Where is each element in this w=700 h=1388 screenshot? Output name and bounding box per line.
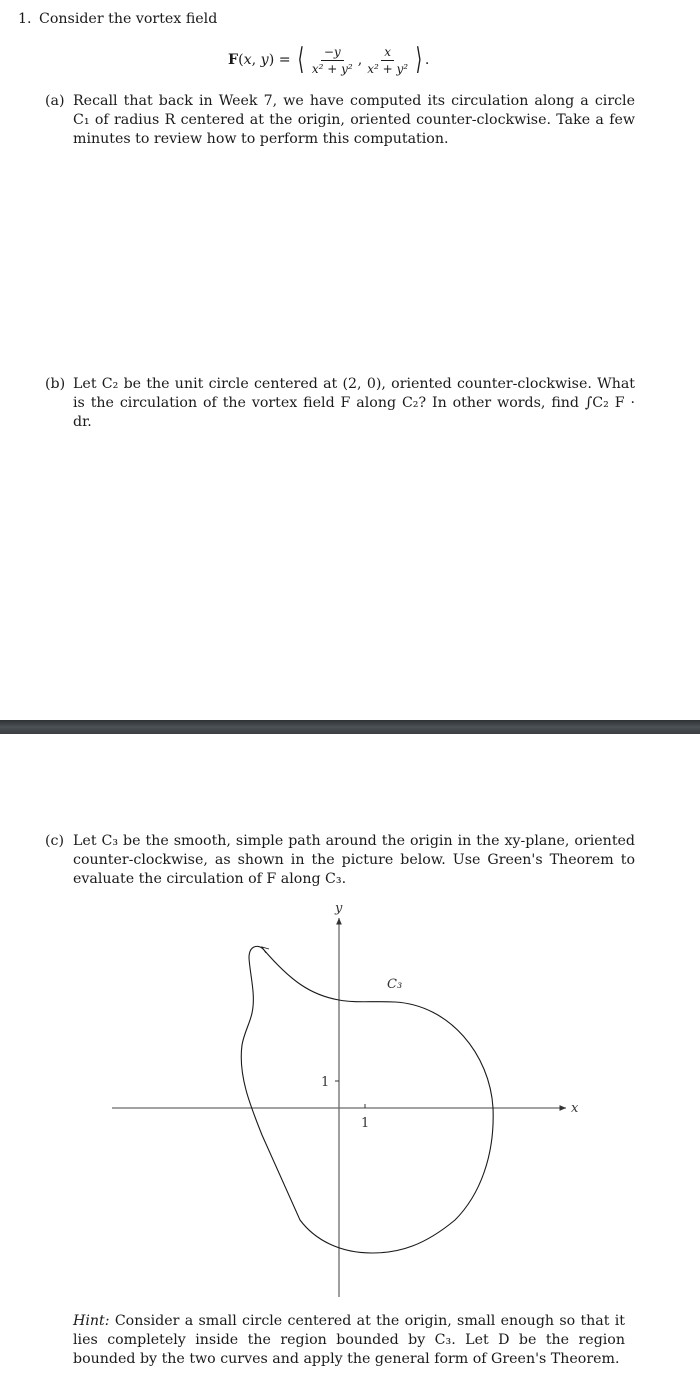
fraction-1: $\frac{-y}{\text{x² + y²}}$ [311,44,353,76]
x-tick-label: 1 [361,1116,370,1131]
y-axis-label: y [335,901,343,916]
right-angle-bracket: ⟩ [415,42,423,77]
page-divider [0,720,700,734]
hint-text: Consider a small circle centered at the origin, small enough so that it lies completely inside the region bounded by C₃. Let D be the region bounded by the two curves and apply the general form of Green's Theorem. [73,1313,625,1367]
part-c-text: Let C₃ be the smooth, simple path around the origin in the xy-plane, oriented counter-clockwise, as shown in the picture below. Use Green's Theorem to evaluate the circulation of F along C₃. [73,833,635,887]
part-a-label: (a) [45,93,65,109]
part-b-text: Let C₂ be the unit circle centered at (2, 0), oriented counter-clockwise. What is the circulation of the vortex field F along C₂? In other words, find ∫C₂ F · dr. [73,376,635,430]
part-a-text: Recall that back in Week 7, we have computed its circulation along a circle C₁ of radius R centered at the origin, oriented counter-clockwise. Take a few minutes to review how to perform this computation. [73,93,635,147]
part-a [45,92,635,149]
part-b [45,375,635,432]
curve-label: C₃ [387,977,403,992]
fraction-2: $\frac{x}{\text{x² + y²}}$ [367,44,409,76]
curve-c3-figure [0,895,700,1315]
part-c-label: (c) [45,833,65,849]
orientation-arrow-icon [262,947,269,953]
x-axis-label: x [571,1101,579,1116]
vortex-field-equation: F(x, y) = ⟨ $\frac{-y}{\text{x² + y²}}$ , $\frac{x}{\text{x² + y²}}$ ⟩ . [228,42,430,77]
hint-label: Hint: [73,1313,110,1329]
problem-number: 1. [18,11,32,27]
left-angle-bracket: ⟨ [297,42,305,77]
part-c [45,832,635,889]
curve-c3 [241,946,493,1253]
equation-lhs: F(x, y) = [228,52,296,68]
hint [73,1312,625,1369]
problem-intro: Consider the vortex field [39,11,218,27]
y-tick-label: 1 [321,1075,330,1090]
part-b-label: (b) [45,376,66,392]
